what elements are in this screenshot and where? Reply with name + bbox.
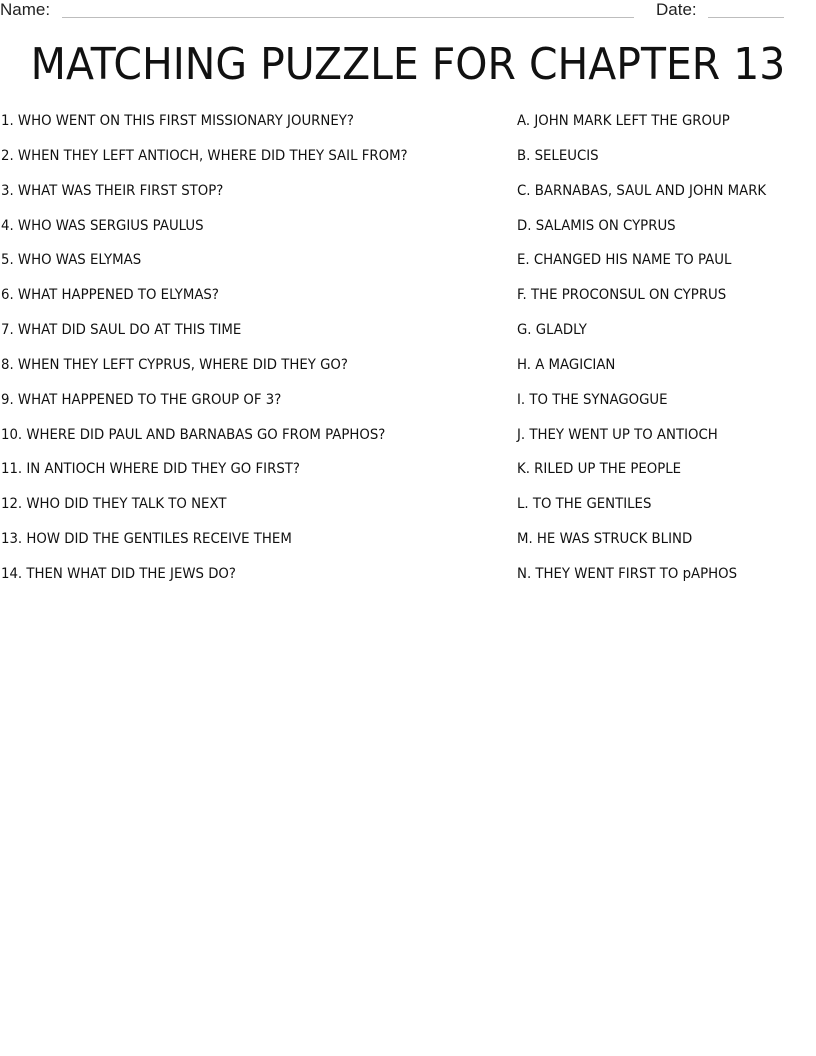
answer-item: [517, 320, 812, 355]
question-text: 3. WHAT WAS THEIR FIRST STOP?: [1, 182, 224, 199]
question-text: 4. WHO WAS SERGIUS PAULUS: [1, 217, 204, 234]
answer-text: J. THEY WENT UP TO ANTIOCH: [517, 426, 718, 443]
question-item: [1, 181, 501, 216]
answer-item: [517, 529, 812, 564]
question-item: [1, 216, 501, 251]
answer-text: F. THE PROCONSUL ON CYPRUS: [517, 287, 727, 304]
date-field-line[interactable]: [708, 17, 784, 18]
question-text: 6. WHAT HAPPENED TO ELYMAS?: [1, 287, 219, 304]
page-title: MATCHING PUZZLE FOR CHAPTER 13: [30, 39, 786, 90]
answer-text: G. GLADLY: [517, 322, 587, 339]
answer-item: [517, 285, 812, 320]
question-text: 8. WHEN THEY LEFT CYPRUS, WHERE DID THEY GO?: [1, 356, 348, 373]
question-text: 12. WHO DID THEY TALK TO NEXT: [1, 496, 227, 513]
answer-item: [517, 564, 812, 599]
answer-item: [517, 216, 812, 251]
answer-item: [517, 459, 812, 494]
question-item: [1, 320, 501, 355]
date-label: Date:: [656, 0, 697, 19]
answer-text: N. THEY WENT FIRST TO pAPHOS: [517, 565, 738, 582]
question-item: [1, 146, 501, 181]
question-item: [1, 564, 501, 599]
answer-item: [517, 390, 812, 425]
answer-item: [517, 250, 812, 285]
answer-text: B. SELEUCIS: [517, 147, 599, 164]
answer-item: [517, 146, 812, 181]
answer-text: I. TO THE SYNAGOGUE: [517, 391, 668, 408]
question-text: 10. WHERE DID PAUL AND BARNABAS GO FROM PAPHOS?: [1, 426, 386, 443]
question-item: [1, 111, 501, 146]
questions-list: [1, 111, 501, 599]
question-item: [1, 425, 501, 460]
answer-item: [517, 355, 812, 390]
question-text: 13. HOW DID THE GENTILES RECEIVE THEM: [1, 531, 292, 548]
answer-text: E. CHANGED HIS NAME TO PAUL: [517, 252, 732, 269]
question-text: 2. WHEN THEY LEFT ANTIOCH, WHERE DID THEY SAIL FROM?: [1, 147, 408, 164]
name-label: Name:: [0, 0, 51, 19]
answer-text: M. HE WAS STRUCK BLIND: [517, 531, 693, 548]
question-item: [1, 494, 501, 529]
question-item: [1, 390, 501, 425]
question-text: 7. WHAT DID SAUL DO AT THIS TIME: [1, 322, 242, 339]
name-field-line[interactable]: [62, 17, 634, 18]
question-text: 11. IN ANTIOCH WHERE DID THEY GO FIRST?: [1, 461, 300, 478]
answer-text: H. A MAGICIAN: [517, 356, 616, 373]
answer-item: [517, 494, 812, 529]
question-text: 1. WHO WENT ON THIS FIRST MISSIONARY JOURNEY?: [1, 113, 354, 129]
answer-item: [517, 425, 812, 460]
header-row: [0, 0, 816, 24]
question-item: [1, 285, 501, 320]
answers-list: [517, 111, 812, 599]
question-item: [1, 355, 501, 390]
answer-text: A. JOHN MARK LEFT THE GROUP: [517, 113, 730, 129]
answer-text: K. RILED UP THE PEOPLE: [517, 461, 682, 478]
question-text: 5. WHO WAS ELYMAS: [1, 252, 142, 269]
answer-item: [517, 181, 812, 216]
answer-text: D. SALAMIS ON CYPRUS: [517, 217, 676, 234]
question-item: [1, 250, 501, 285]
question-text: 9. WHAT HAPPENED TO THE GROUP OF 3?: [1, 391, 282, 408]
question-item: [1, 459, 501, 494]
question-text: 14. THEN WHAT DID THE JEWS DO?: [1, 565, 236, 582]
answer-item: [517, 111, 812, 146]
answer-text: C. BARNABAS, SAUL AND JOHN MARK: [517, 182, 767, 199]
answer-text: L. TO THE GENTILES: [517, 496, 652, 513]
question-item: [1, 529, 501, 564]
